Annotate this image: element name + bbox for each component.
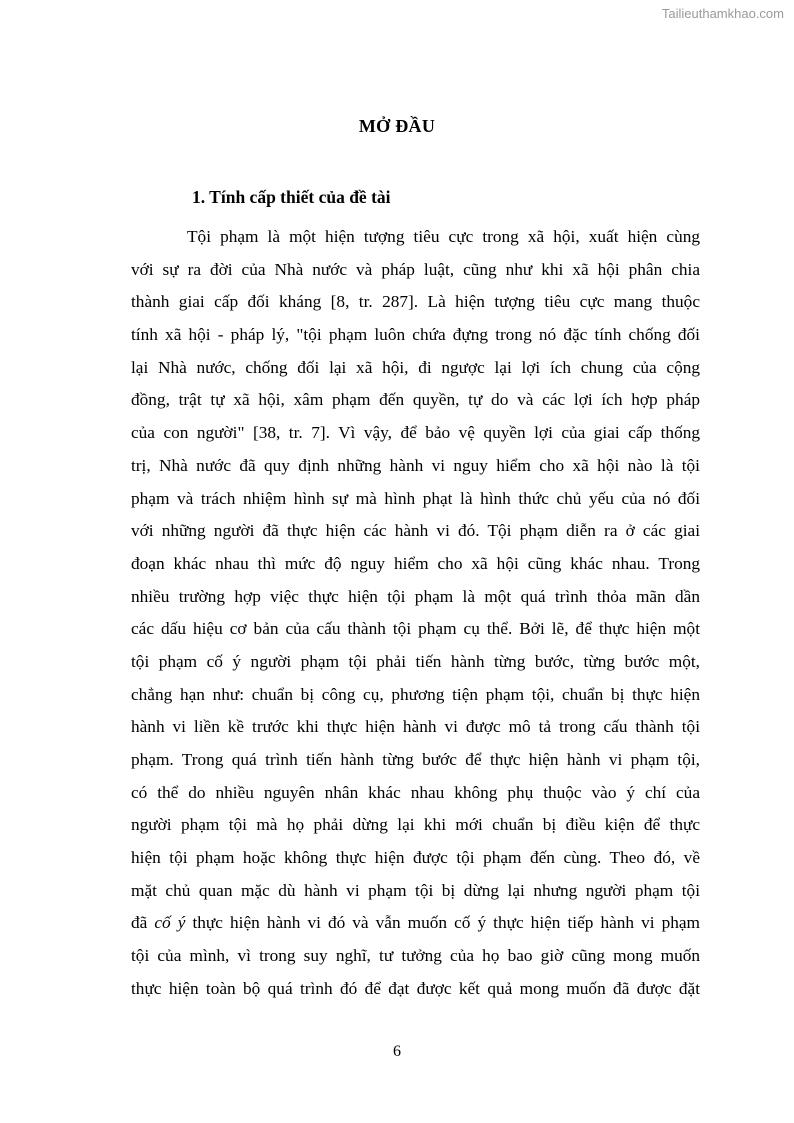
- text-line: với những người đã thực hiện các hành vi đó. Tội phạm diễn ra ở các giai: [131, 521, 700, 541]
- text-line: với sự ra đời của Nhà nước và pháp luật, cũng như khi xã hội phân chia: [131, 259, 700, 279]
- text-line: lại Nhà nước, chống đối lại xã hội, đi ngược lại lợi ích chung của cộng: [131, 357, 700, 377]
- text-line: người phạm tội mà họ phải dừng lại khi mới chuẩn bị điều kiện để thực: [131, 815, 700, 835]
- italic-phrase: cố ý: [154, 913, 186, 933]
- body-text: [131, 221, 700, 1006]
- text-line: thành giai cấp đối kháng [8, tr. 287]. Là hiện tượng tiêu cực mang thuộc: [131, 292, 700, 312]
- text-line: tội của mình, vì trong suy nghĩ, tư tưởng của họ bao giờ cũng mong muốn: [131, 946, 700, 966]
- text-line: của con người" [38, tr. 7]. Vì vậy, để bảo vệ quyền lợi của giai cấp thống: [131, 423, 700, 443]
- text-line: thực hiện toàn bộ quá trình đó để đạt được kết quả mong muốn đã được đặt: [131, 978, 700, 998]
- text-line: phạm và trách nhiệm hình sự mà hình phạt là hình thức chủ yếu của nó đối: [131, 488, 700, 508]
- text-line: đoạn khác nhau thì mức độ nguy hiểm cho xã hội cũng khác nhau. Trong: [131, 553, 700, 573]
- text-segment: thực hiện hành vi đó và vẫn muốn cố ý thực hiện tiếp hành vi phạm: [185, 913, 700, 933]
- text-line: hành vi liền kề trước khi thực hiện hành vi được mô tả trong cấu thành tội: [131, 717, 700, 737]
- text-line: có thể do nhiều nguyên nhân khác nhau không phụ thuộc vào ý chí của: [131, 782, 700, 802]
- text-line: chẳng hạn như: chuẩn bị công cụ, phương tiện phạm tội, chuẩn bị thực hiện: [131, 684, 700, 704]
- text-line: tội phạm cố ý người phạm tội phải tiến hành từng bước, từng bước một,: [131, 651, 700, 671]
- text-line: tính xã hội - pháp lý, "tội phạm luôn chứa đựng trong nó đặc tính chống đối: [131, 325, 700, 345]
- watermark: Tailieuthamkhao.com: [661, 6, 784, 21]
- text-line: mặt chủ quan mặc dù hành vi phạm tội bị dừng lại nhưng người phạm tội: [131, 880, 700, 900]
- text-line: Tội phạm là một hiện tượng tiêu cực trong xã hội, xuất hiện cùng: [187, 227, 700, 246]
- text-segment: đã: [131, 913, 155, 933]
- page-number: 6: [393, 1043, 401, 1060]
- text-line: phạm. Trong quá trình tiến hành từng bước để thực hiện hành vi phạm tội,: [131, 750, 700, 769]
- text-line: nhiều trường hợp việc thực hiện tội phạm là một quá trình thỏa mãn dần: [131, 586, 700, 606]
- text-line: đồng, trật tự xã hội, xâm phạm đến quyền, tự do và các lợi ích hợp pháp: [131, 390, 700, 410]
- page-title: MỞ ĐẦU: [358, 116, 436, 136]
- text-line: hiện tội phạm hoặc không thực hiện được tội phạm đến cùng. Theo đó, về: [131, 848, 700, 868]
- text-line-italic: [131, 907, 700, 940]
- section-heading: 1. Tính cấp thiết của đề tài: [192, 187, 391, 207]
- text-line: trị, Nhà nước đã quy định những hành vi nguy hiểm cho xã hội nào là tội: [131, 455, 700, 475]
- text-line: các dấu hiệu cơ bản của cấu thành tội phạm cụ thể. Bởi lẽ, để thực hiện một: [131, 619, 700, 639]
